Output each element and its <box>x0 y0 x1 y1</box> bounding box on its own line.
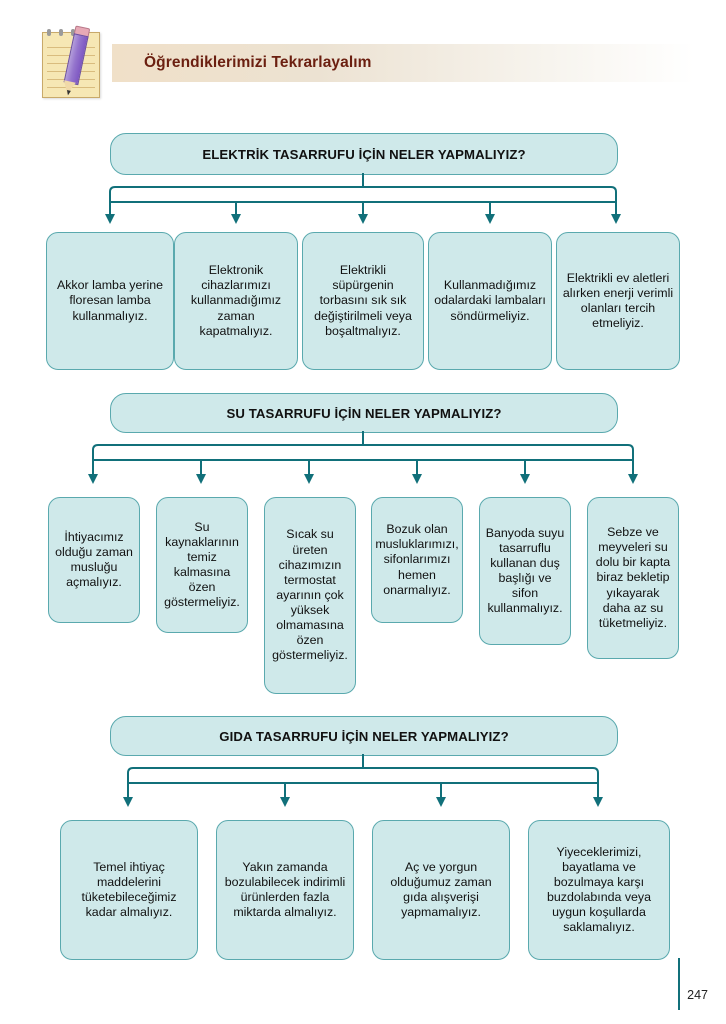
page-number: 247 <box>687 988 708 1002</box>
leaf-elektrik-3: Elektrikli süpürgenin torbasını sık sık değiştirilmeli veya boşaltmalıyız. <box>302 232 424 370</box>
leaf-su-5: Banyoda suyu tasarruflu kullanan duş başlığı ve sifon kullanmalıyız. <box>479 497 571 645</box>
leaf-su-6: Sebze ve meyveleri su dolu bir kapta biraz bekletip yıkayarak daha az su tüketmeliyiz. <box>587 497 679 659</box>
leaf-elektrik-1: Akkor lamba yerine floresan lamba kullanmalıyız. <box>46 232 174 370</box>
connector-su <box>0 428 726 494</box>
notepad-pencil-icon <box>34 28 108 100</box>
leaf-gida-3: Aç ve yorgun olduğumuz zaman gıda alışverişi yapmamalıyız. <box>372 820 510 960</box>
leaf-su-2: Su kaynaklarının temiz kalmasına özen göstermeliyiz. <box>156 497 248 633</box>
leaf-gida-1: Temel ihtiyaç maddelerini tüketebileceğimiz kadar almalıyız. <box>60 820 198 960</box>
leaf-gida-4: Yiyeceklerimizi, bayatlama ve bozulmaya karşı buzdolabında veya uygun koşullarda saklamalıyız. <box>528 820 670 960</box>
section-title-elektrik: ELEKTRİK TASARRUFU İÇİN NELER YAPMALIYIZ? <box>110 133 618 175</box>
page-header <box>28 28 694 100</box>
header-banner <box>112 44 694 82</box>
section-title-su: SU TASARRUFU İÇİN NELER YAPMALIYIZ? <box>110 393 618 433</box>
leaf-elektrik-4: Kullanmadığımız odalardaki lambaları söndürmeliyiz. <box>428 232 552 370</box>
page-rule <box>678 958 681 1010</box>
leaf-su-3: Sıcak su üreten cihazımızın termostat ayarının çok yüksek olmamasına özen göstermeliyiz. <box>264 497 356 694</box>
connector-gida <box>0 751 726 817</box>
connector-elektrik <box>0 170 726 234</box>
leaf-elektrik-2: Elektronik cihazlarımızı kullanmadığımız zaman kapatmalıyız. <box>174 232 298 370</box>
leaf-su-1: İhtiyacımız olduğu zaman musluğu açmalıyız. <box>48 497 140 623</box>
leaf-elektrik-5: Elektrikli ev aletleri alırken enerji verimli olanları tercih etmeliyiz. <box>556 232 680 370</box>
leaf-gida-2: Yakın zamanda bozulabilecek indirimli ürünlerden fazla miktarda almalıyız. <box>216 820 354 960</box>
page-title: Öğrendiklerimizi Tekrarlayalım <box>144 54 372 71</box>
section-title-gida: GIDA TASARRUFU İÇİN NELER YAPMALIYIZ? <box>110 716 618 756</box>
leaf-su-4: Bozuk olan musluklarımızı, sifonlarımızı hemen onarmalıyız. <box>371 497 463 623</box>
